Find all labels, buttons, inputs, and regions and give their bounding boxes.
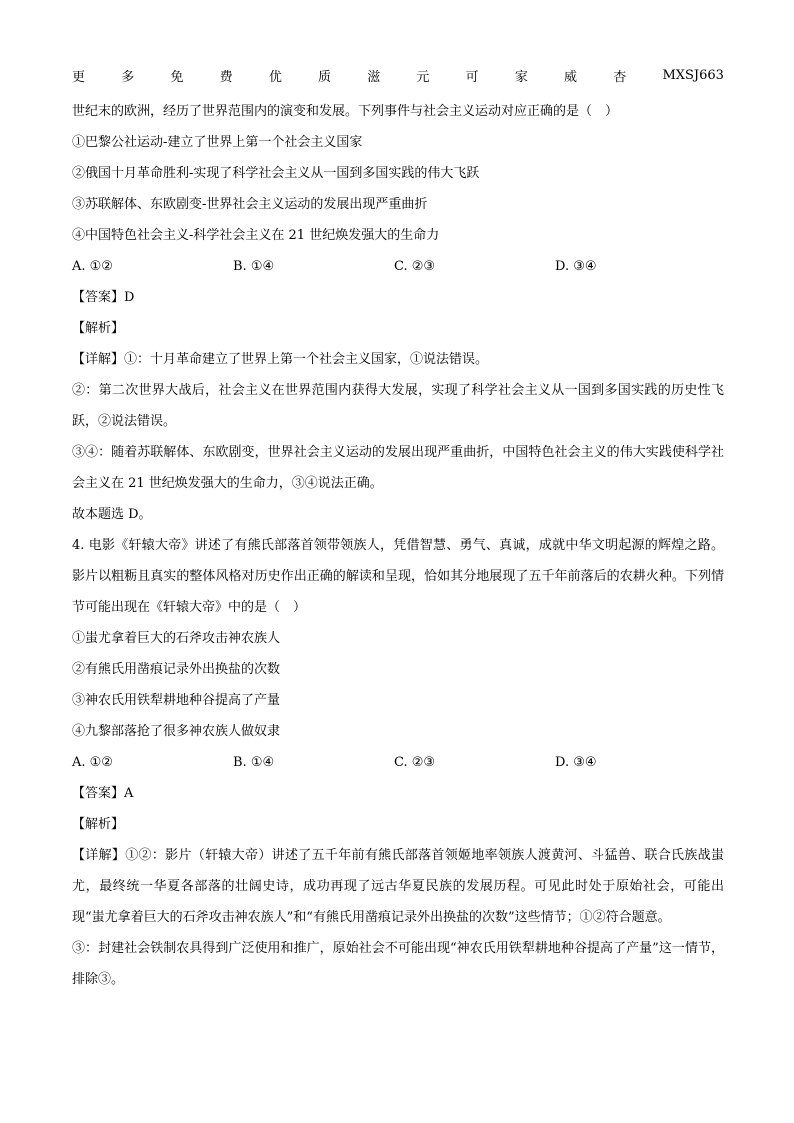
analysis-heading: 【解析】 bbox=[72, 321, 125, 336]
option-b: B. ①④ bbox=[233, 259, 275, 274]
answer-line: 【答案】A bbox=[72, 786, 134, 801]
header-char: 威 bbox=[564, 70, 578, 85]
question-item: ③神农氏用铁犁耕地种谷提高了产量 bbox=[72, 693, 281, 708]
question-item: ①蚩尤拿着巨大的石斧攻击神农族人 bbox=[72, 631, 281, 646]
question-item: ④九黎部落抢了很多神农族人做奴隶 bbox=[72, 724, 281, 739]
analysis-heading: 【解析】 bbox=[72, 817, 125, 832]
header-char: 免 bbox=[170, 70, 184, 85]
header-char: 杏 bbox=[613, 70, 627, 85]
header-char: 费 bbox=[219, 70, 233, 85]
page-header bbox=[72, 66, 724, 85]
detail-paragraph: 【详解】①②：影片（轩辕大帝）讲述了五千年前有熊氏部落首领姬地率领族人渡黄河、斗猛兽、联合氏族战蚩尤，最终统一华夏各部落的壮阔史诗，成功再现了远古华夏民族的发展历程。可见此时处于原始社会，可能出现“蚩尤拿着巨大的石斧攻击神农族人”和“有熊氏用凿痕记录外出换盐的次数”这些情节；①②符合题意。 bbox=[72, 848, 724, 925]
header-char: 多 bbox=[121, 70, 135, 85]
option-a: A. ①② bbox=[72, 259, 113, 274]
header-char: 可 bbox=[465, 70, 479, 85]
header-char: 优 bbox=[268, 70, 282, 85]
header-char: 家 bbox=[514, 70, 528, 85]
detail-paragraph: 【详解】①：十月革命建立了世界上第一个社会主义国家，①说法错误。 bbox=[72, 352, 489, 367]
header-char: 更 bbox=[72, 70, 86, 85]
question-item: ②俄国十月革命胜利-实现了科学社会主义从一国到多国实践的伟大飞跃 bbox=[72, 166, 480, 181]
question-stem: 世纪末的欧洲，经历了世界范围内的演变和发展。下列事件与社会主义运动对应正确的是（ ） bbox=[72, 104, 619, 119]
question-item: ②有熊氏用凿痕记录外出换盐的次数 bbox=[72, 662, 281, 677]
option-c: C. ②③ bbox=[394, 755, 436, 770]
option-d: D. ③④ bbox=[555, 755, 597, 770]
answer-line: 【答案】D bbox=[72, 290, 135, 305]
question-item: ①巴黎公社运动-建立了世界上第一个社会主义国家 bbox=[72, 135, 363, 150]
header-char: 滋 bbox=[367, 70, 381, 85]
question-item: ③苏联解体、东欧剧变-世界社会主义运动的发展出现严重曲折 bbox=[72, 197, 428, 212]
answer-options bbox=[72, 747, 724, 778]
detail-paragraph: ③：封建社会铁制农具得到广泛使用和推广，原始社会不可能出现“神农氏用铁犁耕地种谷提高了产量”这一情节，排除③。 bbox=[72, 941, 724, 987]
question-stem: 4. 电影《轩辕大帝》讲述了有熊氏部落首领带领族人，凭借智慧、勇气、真诚，成就中华文明起源的辉煌之路。影片以粗粝且真实的整体风格对历史作出正确的解读和呈现，恰如其分地展现了五千年前落后的农耕火种。下列情节可能出现在《轩辕大帝》中的是（ ） bbox=[72, 538, 724, 615]
option-b: B. ①④ bbox=[233, 755, 275, 770]
header-char: 质 bbox=[318, 70, 332, 85]
detail-paragraph: ②：第二次世界大战后，社会主义在世界范围内获得大发展，实现了科学社会主义从一国到多国实践的历史性飞跃，②说法错误。 bbox=[72, 383, 724, 429]
header-char: 元 bbox=[416, 70, 430, 85]
option-c: C. ②③ bbox=[394, 259, 436, 274]
answer-options bbox=[72, 251, 724, 282]
question-item: ④中国特色社会主义-科学社会主义在 21 世纪焕发强大的生命力 bbox=[72, 228, 440, 243]
option-a: A. ①② bbox=[72, 755, 113, 770]
header-code: MXSJ663 bbox=[662, 68, 724, 83]
detail-paragraph: ③④：随着苏联解体、东欧剧变，世界社会主义运动的发展出现严重曲折，中国特色社会主义的伟大实践使科学社会主义在 21 世纪焕发强大的生命力，③④说法正确。 bbox=[72, 445, 724, 491]
option-d: D. ③④ bbox=[555, 259, 597, 274]
document-body bbox=[72, 96, 724, 995]
conclusion-line: 故本题选 D。 bbox=[72, 507, 152, 522]
